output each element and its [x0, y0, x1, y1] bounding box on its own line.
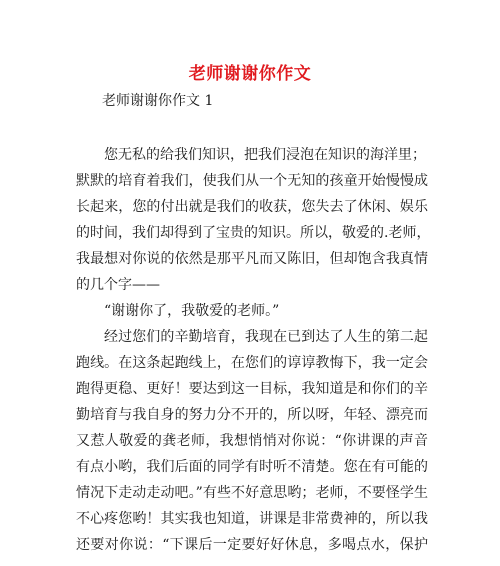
text-line: 有点小哟，我们后面的同学有时听不清楚。您在有可能的 [76, 459, 428, 475]
text-line: 情况下走动走动吧。”有些不好意思哟；老师，不要怪学生 [76, 485, 428, 501]
text-line: 默默的培育着我们，使我们从一个无知的孩童开始慢慢成 [76, 173, 428, 189]
document-subtitle: 老师谢谢你作文 1 [102, 93, 214, 109]
text-line: 跑线。在这条起跑线上，在您们的谆谆教悔下，我一定会 [76, 355, 428, 371]
text-line: “谢谢你了，我敬爱的老师。” [104, 303, 280, 319]
document-title: 老师谢谢你作文 [188, 64, 312, 84]
text-line: 还要对你说：“下课后一定要好好休息，多喝点水，保护 [76, 537, 428, 553]
text-line: 的几个字—— [76, 277, 160, 293]
text-line: 您无私的给我们知识，把我们浸泡在知识的海洋里； [104, 147, 426, 163]
text-line: 跑得更稳、更好！要达到这一目标，我知道是和你们的辛 [76, 381, 428, 397]
text-line: 长起来，您的付出就是我们的收获，您失去了休闲、娱乐 [76, 199, 428, 215]
text-line: 又惹人敬爱的龚老师，我想悄悄对你说：“你讲课的声音 [76, 433, 428, 449]
text-line: 我最想对你说的依然是那平凡而又陈旧，但却饱含我真情 [76, 251, 428, 267]
text-line: 经过您们的辛勤培育，我现在已到达了人生的第二起 [104, 329, 428, 345]
text-line: 的时间，我们却得到了宝贵的知识。所以，敬爱的.老师， [76, 225, 431, 241]
document-body [76, 142, 431, 558]
text-line: 勤培育与我自身的努力分不开的，所以呀，年轻、漂亮而 [76, 407, 428, 423]
text-line: 不心疼您哟！其实我也知道，讲课是非常费神的，所以我 [76, 511, 428, 527]
